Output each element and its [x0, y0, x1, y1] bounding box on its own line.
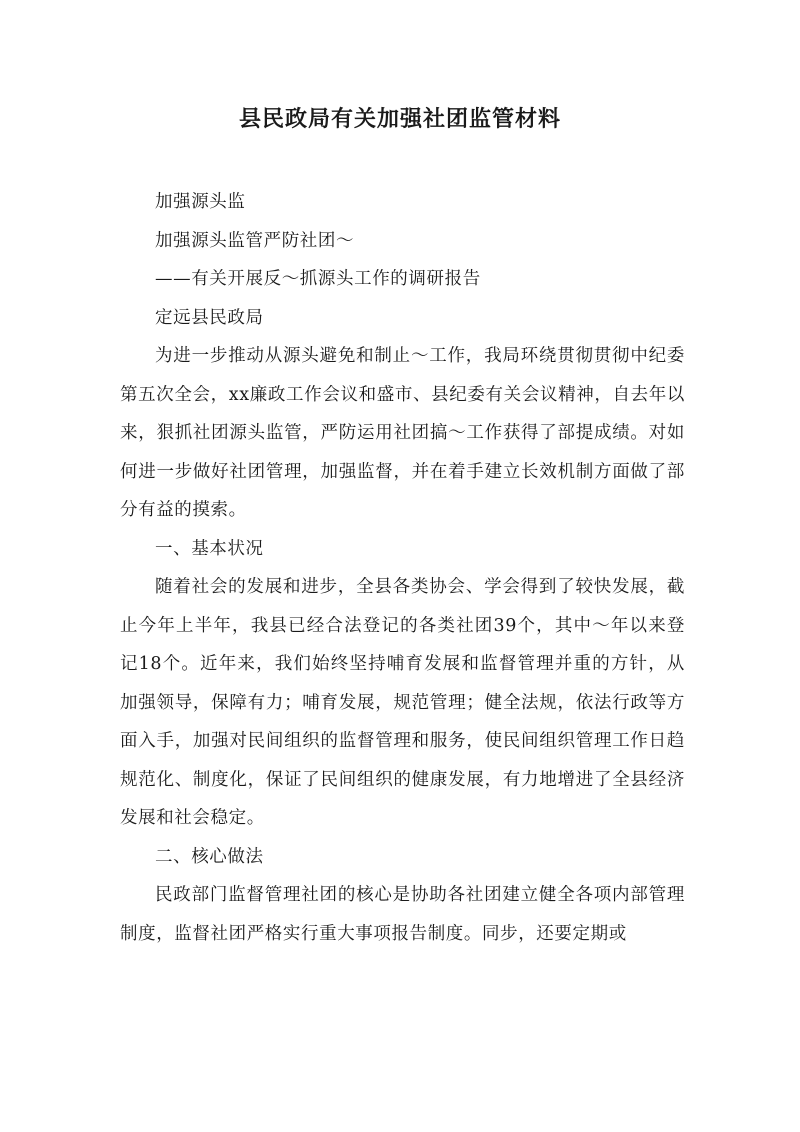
- paragraph-author: 定远县民政局: [155, 307, 264, 328]
- paragraph-heading-short: 加强源头监: [155, 192, 246, 212]
- paragraph-subtitle: ——有关开展反～抓源头工作的调研报告: [155, 269, 481, 289]
- document-body: [120, 183, 685, 953]
- paragraph-core-practice: 民政部门监督管理社团的核心是协助各社团建立健全各项内部管理制度，监督社团严格实行重大事项报告制度。同步，还要定期或: [120, 885, 685, 944]
- document-title: 县民政局有关加强社团监管材料: [238, 106, 561, 132]
- paragraph-intro: 为进一步推动从源头避免和制止～工作，我局环绕贯彻贯彻中纪委第五次全会，xx廉政工作会议和盛市、县纪委有关会议精神，自去年以来，狠抓社团源头监管，严防运用社团搞～工作获得了部提成绩。对如何进一步做好社团管理，加强监督，并在着手建立长效机制方面做了部分有益的摸索。: [120, 346, 685, 520]
- paragraph-heading-main: 加强源头监管严防社团～: [155, 230, 355, 251]
- paragraph-basic-situation: 随着社会的发展和进步，全县各类协会、学会得到了较快发展，截止今年上半年，我县已经合法登记的各类社团39个，其中～年以来登记18个。近年来，我们始终坚持哺育发展和监督管理并重的方针，从加强领导，保障有力；哺育发展，规范管理；健全法规，依法行政等方面入手，加强对民间组织的监督管理和服务，使民间组织管理工作日趋规范化、制度化，保证了民间组织的健康发展，有力地增进了全县经济发展和社会稳定。: [120, 577, 685, 828]
- section-heading-core-practice: 二、核心做法: [155, 846, 264, 867]
- section-heading-basic-situation: 一、基本状况: [155, 538, 264, 559]
